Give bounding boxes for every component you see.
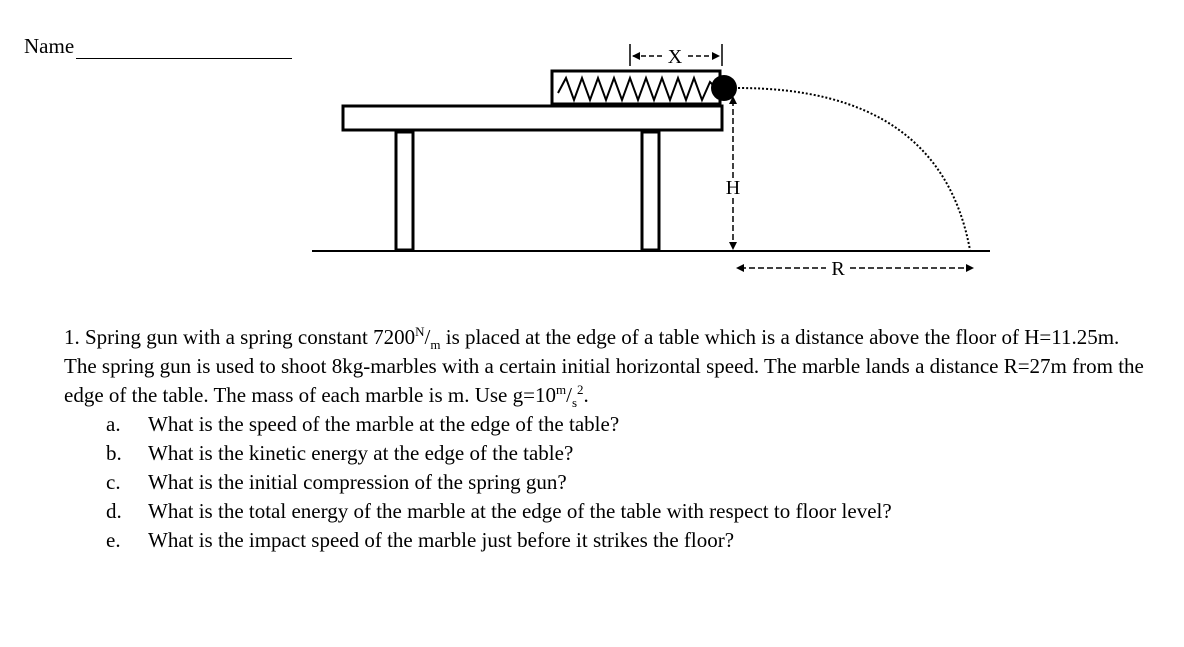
problem-1 xyxy=(64,323,1154,555)
question-letter: a. xyxy=(106,412,121,436)
problem-intro-b: is placed at the edge of a table which is a distance above the floor of H=11.25m. The spring gun is used to shoot 8kg-marbles with a certain initial horizontal speed. The marble lands a distance R=27m from the edge of the table. The mass of each marble is m. Use g=10 xyxy=(64,325,1144,407)
table-leg-left xyxy=(396,132,413,250)
question-a xyxy=(106,410,1154,439)
question-text: What is the kinetic energy at the edge of the table? xyxy=(148,441,574,465)
question-d xyxy=(106,497,1154,526)
r-label: R xyxy=(831,258,845,280)
marble-trajectory xyxy=(738,88,970,250)
k-unit-sep: / xyxy=(424,325,431,349)
spring-gun-housing xyxy=(552,71,720,104)
x-arrow-right xyxy=(712,52,720,60)
question-text: What is the speed of the marble at the edge of the table? xyxy=(148,412,620,436)
r-arrow-left xyxy=(736,264,744,272)
problem-statement xyxy=(64,323,1154,410)
question-letter: d. xyxy=(106,499,122,523)
g-unit-den: s xyxy=(571,395,578,411)
g-unit-num: m xyxy=(555,382,567,397)
question-letter: b. xyxy=(106,441,122,465)
question-c xyxy=(106,468,1154,497)
k-unit-den: m xyxy=(430,337,441,353)
name-label: Name xyxy=(24,34,75,58)
spring-constant-unit xyxy=(415,324,441,353)
question-e xyxy=(106,526,1154,555)
question-letter: e. xyxy=(106,528,121,552)
question-text: What is the initial compression of the spring gun? xyxy=(148,470,567,494)
question-list xyxy=(64,410,1154,555)
problem-intro-end: . xyxy=(583,383,589,407)
g-unit-exp: 2 xyxy=(577,382,584,397)
h-label: H xyxy=(725,177,741,199)
h-arrow-bottom xyxy=(729,242,737,250)
gravity-unit xyxy=(555,382,584,411)
g-unit-sep: / xyxy=(566,383,572,407)
table-top xyxy=(343,106,722,130)
question-b xyxy=(106,439,1154,468)
spring-gun-diagram xyxy=(0,0,1184,300)
problem-intro-a: 1. Spring gun with a spring constant 7200 xyxy=(64,325,416,349)
question-text: What is the impact speed of the marble just before it strikes the floor? xyxy=(148,528,735,552)
x-arrow-left xyxy=(632,52,640,60)
r-arrow-right xyxy=(966,264,974,272)
k-unit-num: N xyxy=(415,324,425,339)
x-label: X xyxy=(667,46,683,68)
table-leg-right xyxy=(642,132,659,250)
question-letter: c. xyxy=(106,470,121,494)
question-text: What is the total energy of the marble at the edge of the table with respect to floor level? xyxy=(148,499,892,523)
